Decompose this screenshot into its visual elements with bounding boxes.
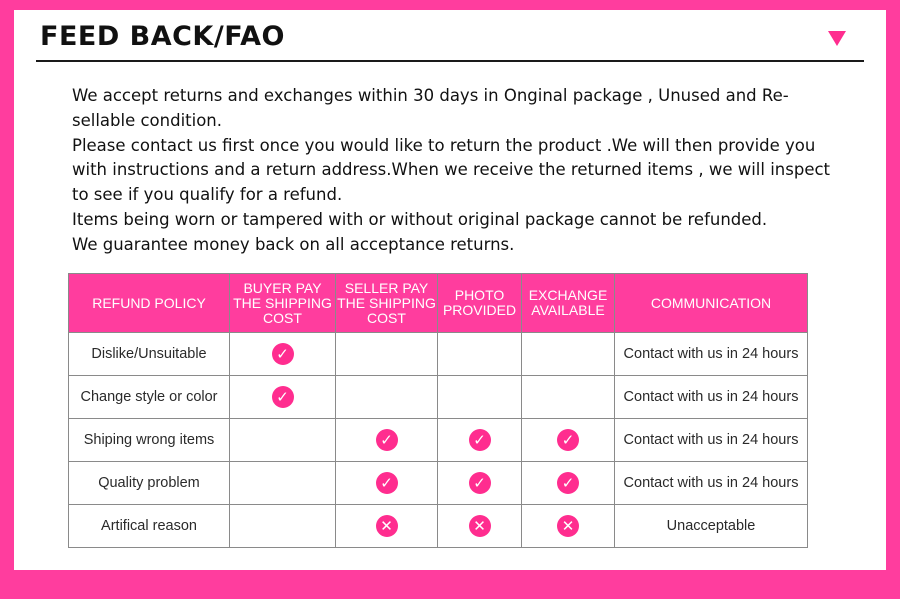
check-circle-icon: ✓ <box>557 429 579 451</box>
cell-communication: Contact with us in 24 hours <box>615 333 808 376</box>
return-policy-text <box>72 84 832 258</box>
cell-seller-pay <box>336 333 438 376</box>
check-circle-icon: ✓ <box>376 472 398 494</box>
check-circle-icon: ✓ <box>376 429 398 451</box>
header-communication: COMMUNICATION <box>615 274 808 333</box>
x-circle-icon: ✕ <box>557 515 579 537</box>
table-row <box>69 333 808 376</box>
header-seller-pay: SELLER PAY THE SHIPPING COST <box>336 274 438 333</box>
table-row <box>69 376 808 419</box>
check-circle-icon: ✓ <box>272 386 294 408</box>
table-header-row <box>69 274 808 333</box>
cell-seller-pay <box>336 376 438 419</box>
cell-photo-provided <box>438 333 522 376</box>
cell-buyer-pay <box>230 376 336 419</box>
cell-policy: Change style or color <box>69 376 230 419</box>
cell-photo-provided <box>438 462 522 505</box>
cell-seller-pay <box>336 505 438 548</box>
cell-exchange-available <box>522 505 615 548</box>
cell-communication: Unacceptable <box>615 505 808 548</box>
check-circle-icon: ✓ <box>469 472 491 494</box>
cell-photo-provided <box>438 376 522 419</box>
cell-policy: Dislike/Unsuitable <box>69 333 230 376</box>
x-circle-icon: ✕ <box>376 515 398 537</box>
cell-photo-provided <box>438 419 522 462</box>
cell-communication: Contact with us in 24 hours <box>615 419 808 462</box>
check-circle-icon: ✓ <box>557 472 579 494</box>
check-circle-icon: ✓ <box>272 343 294 365</box>
cell-exchange-available <box>522 376 615 419</box>
header-exchange-available: EXCHANGE AVAILABLE <box>522 274 615 333</box>
header-photo-provided: PHOTO PROVIDED <box>438 274 522 333</box>
cell-seller-pay <box>336 419 438 462</box>
x-circle-icon: ✕ <box>469 515 491 537</box>
page-title: FEED BACK/FAO <box>40 21 285 52</box>
policy-paragraph: Items being worn or tampered with or without original package cannot be refunded. <box>72 209 768 229</box>
cell-exchange-available <box>522 462 615 505</box>
cell-buyer-pay <box>230 419 336 462</box>
title-divider <box>36 60 864 62</box>
policy-paragraph: We accept returns and exchanges within 30 days in Onginal package , Unused and Re-sellable condition. <box>72 86 789 130</box>
policy-paragraph: Please contact us first once you would like to return the product .We will then provide you with instructions and a return address.When we receive the returned items , we will inspect to see if you qualify for a refund. <box>72 135 831 205</box>
cell-policy: Artifical reason <box>69 505 230 548</box>
header-refund-policy: REFUND POLICY <box>69 274 230 333</box>
cell-communication: Contact with us in 24 hours <box>615 376 808 419</box>
cell-seller-pay <box>336 462 438 505</box>
cell-photo-provided <box>438 505 522 548</box>
table-row <box>69 419 808 462</box>
policy-paragraph: We guarantee money back on all acceptance returns. <box>72 234 515 254</box>
cell-policy: Shiping wrong items <box>69 419 230 462</box>
cell-exchange-available <box>522 419 615 462</box>
table-row <box>69 462 808 505</box>
header-buyer-pay: BUYER PAY THE SHIPPING COST <box>230 274 336 333</box>
cell-buyer-pay <box>230 462 336 505</box>
cell-policy: Quality problem <box>69 462 230 505</box>
check-circle-icon: ✓ <box>469 429 491 451</box>
cell-buyer-pay <box>230 333 336 376</box>
content-panel <box>14 10 886 570</box>
cell-buyer-pay <box>230 505 336 548</box>
cell-exchange-available <box>522 333 615 376</box>
table-row <box>69 505 808 548</box>
triangle-down-icon[interactable] <box>828 31 846 46</box>
cell-communication: Contact with us in 24 hours <box>615 462 808 505</box>
refund-policy-table <box>68 273 808 548</box>
